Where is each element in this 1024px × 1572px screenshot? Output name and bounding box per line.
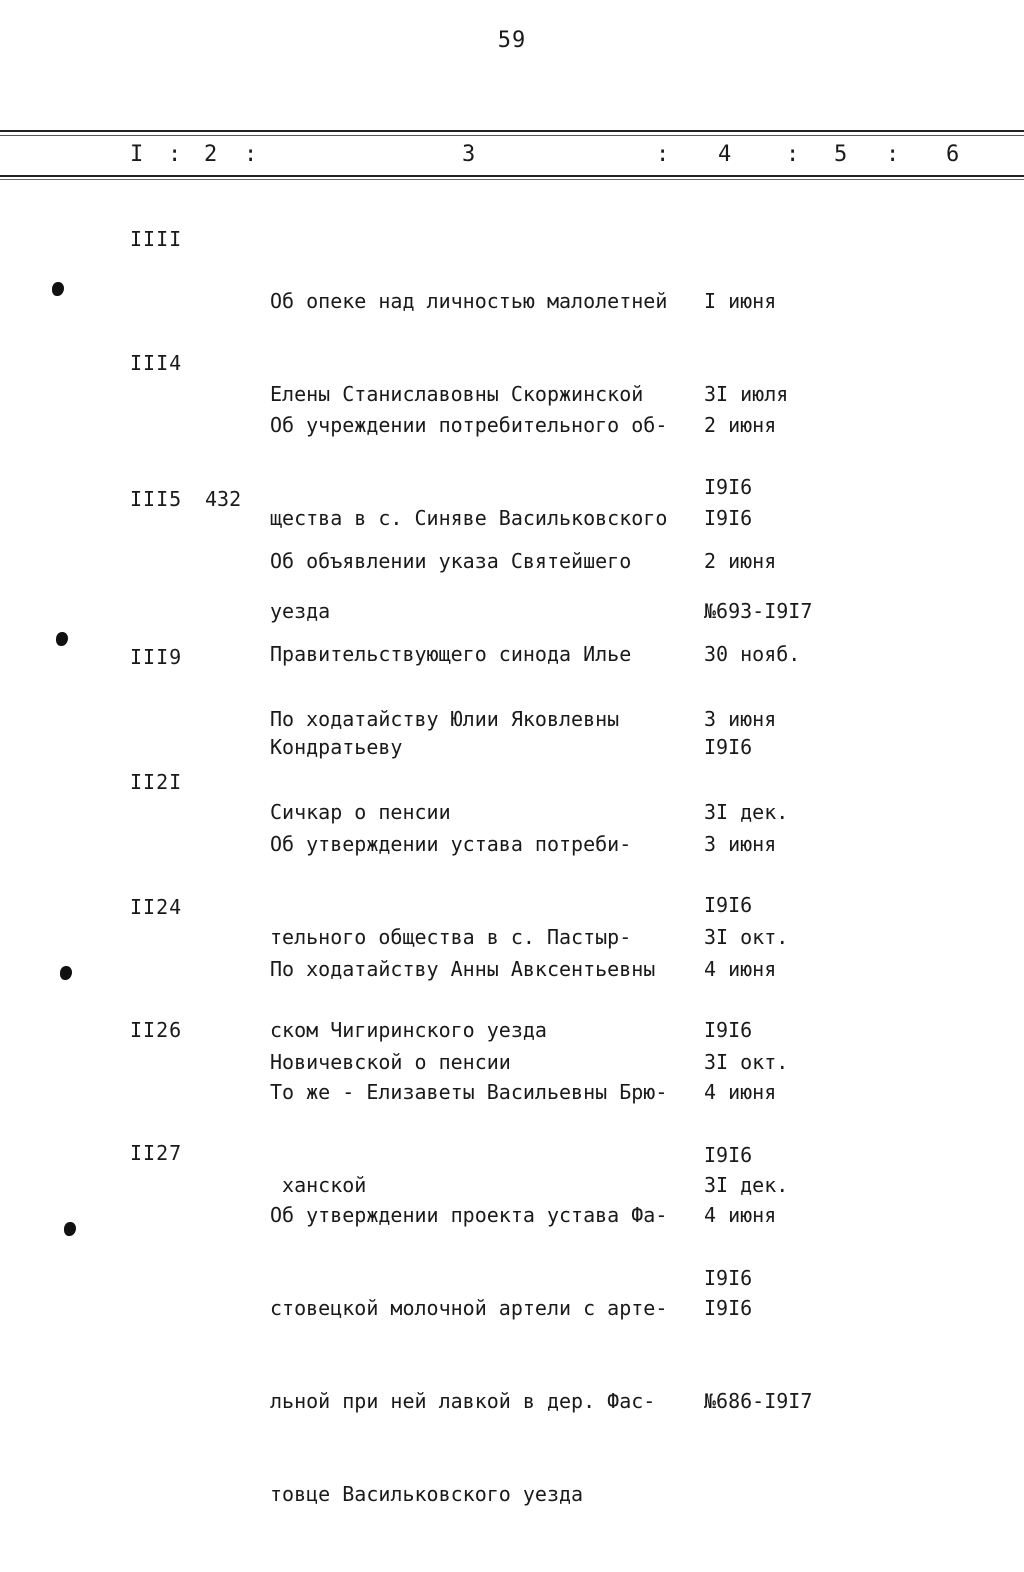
column-header-4: 4 <box>718 142 732 167</box>
title-line: товце Васильковского уезда <box>270 1482 584 1506</box>
date-line: I9I6 <box>704 1296 753 1320</box>
title-line: Об утверждении устава потреби- <box>270 832 632 856</box>
binding-hole-mark <box>60 966 72 980</box>
title-line: Новичевской о пенсии <box>270 1050 511 1074</box>
column-separator: : <box>168 142 182 167</box>
binding-hole-mark <box>64 1222 76 1236</box>
date-line: 3I окт. <box>704 925 789 949</box>
record-number: IIII <box>130 227 183 251</box>
date-line: I9I6 <box>704 893 753 917</box>
column-header-2: 2 <box>204 142 218 167</box>
date-line: 3 июня <box>704 707 777 731</box>
title-line: По ходатайству Анны Авксентьевны <box>270 957 656 981</box>
record-number: II26 <box>130 1018 183 1042</box>
record-number: II27 <box>130 1141 183 1165</box>
date-line: 2 июня <box>704 549 777 573</box>
column-header-6: 6 <box>946 142 960 167</box>
binding-hole-mark <box>56 632 68 646</box>
header-bottom-rule <box>0 175 1024 177</box>
title-line: По ходатайству Юлии Яковлевны <box>270 707 620 731</box>
record-subnumber: 432 <box>205 487 242 511</box>
title-line: Об объявлении указа Святейшего <box>270 549 632 573</box>
column-header-row <box>0 142 1024 172</box>
column-separator: : <box>244 142 258 167</box>
date-line: I9I6 <box>704 475 753 499</box>
date-line: 3I окт. <box>704 1050 789 1074</box>
record-number: II24 <box>130 895 183 919</box>
column-header-3: 3 <box>462 142 476 167</box>
record-number: III4 <box>130 351 183 375</box>
title-line: ском Чигиринского уезда <box>270 1018 547 1042</box>
date-line: I9I6 <box>704 506 753 530</box>
binding-hole-mark <box>52 282 64 296</box>
date-line: №686-I9I7 <box>704 1389 813 1413</box>
title-line: стовецкой молочной артели с арте- <box>270 1296 668 1320</box>
date-line: I9I6 <box>704 1018 753 1042</box>
date-line: 30 нояб. <box>704 642 801 666</box>
date-line: I9I6 <box>704 735 753 759</box>
date-line: №693-I9I7 <box>704 599 813 623</box>
title-line: уезда <box>270 599 331 623</box>
header-top-rule <box>0 130 1024 132</box>
column-header-1: I <box>130 142 144 167</box>
record-number: III5 <box>130 487 183 511</box>
title-line: ханской <box>270 1173 367 1197</box>
date-line: I9I6 <box>704 1143 753 1167</box>
header-top-rule-thin <box>0 135 1024 136</box>
date-line: 4 июня <box>704 1080 777 1104</box>
title-line: То же - Елизаветы Васильевны Брю- <box>270 1080 668 1104</box>
column-separator: : <box>886 142 900 167</box>
date-line: 4 июня <box>704 1203 777 1227</box>
date-line: 2 июня <box>704 413 777 437</box>
title-line: Об учреждении потребительного об- <box>270 413 668 437</box>
record-number: III9 <box>130 645 183 669</box>
title-line: льной при ней лавкой в дер. Фас- <box>270 1389 656 1413</box>
page-number: 59 <box>497 28 527 53</box>
title-line: тельного общества в с. Пастыр- <box>270 925 632 949</box>
record-title <box>270 1138 700 1572</box>
date-line: I июня <box>704 289 777 313</box>
date-line: 4 июня <box>704 957 777 981</box>
date-line: 3I июля <box>704 382 789 406</box>
title-line: щества в с. Синяве Васильковского <box>270 506 668 530</box>
title-line: Елены Станиславовны Скоржинской <box>270 382 644 406</box>
title-line: Об утверждении проекта устава Фа- <box>270 1203 668 1227</box>
title-line: Об опеке над личностью малолетней <box>270 289 668 313</box>
title-line: Правительствующего синода Илье <box>270 642 632 666</box>
date-line: 3I дек. <box>704 800 789 824</box>
record-dates <box>704 1138 904 1479</box>
record-number: II2I <box>130 770 183 794</box>
title-line: Кондратьеву <box>270 735 403 759</box>
date-line: 3I дек. <box>704 1173 789 1197</box>
date-line: I9I6 <box>704 1266 753 1290</box>
column-separator: : <box>786 142 800 167</box>
date-line: 3 июня <box>704 832 777 856</box>
header-bottom-rule-thin <box>0 179 1024 180</box>
column-header-5: 5 <box>834 142 848 167</box>
column-separator: : <box>656 142 670 167</box>
title-line: Сичкар о пенсии <box>270 800 451 824</box>
